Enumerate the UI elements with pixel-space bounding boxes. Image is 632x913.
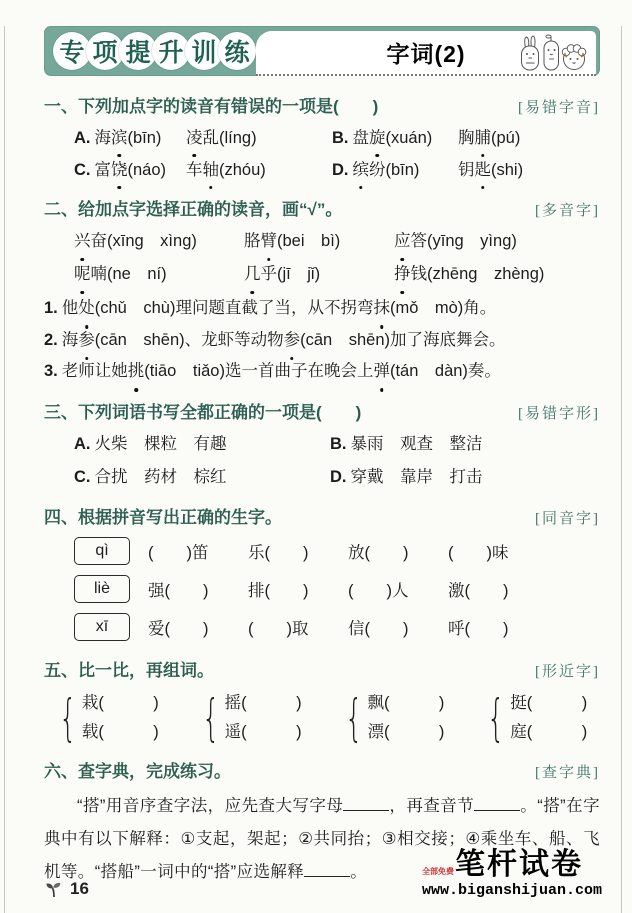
section-q3-heading-row — [44, 400, 600, 427]
fill-blank-cell: 乐( ) — [248, 543, 309, 562]
fill-blank-cell: ( )笛 — [148, 543, 209, 562]
mascot-characters-icon — [518, 34, 588, 72]
word-post: 奋(xīng xìng) — [90, 232, 197, 250]
sentence-segment: 他 — [61, 299, 79, 317]
word-post: 乱(líng) — [202, 129, 257, 147]
section-q2-tag: [多音字] — [535, 203, 600, 219]
banner-char: 提 — [119, 32, 157, 70]
word-dotted-char: 呢 — [74, 259, 91, 290]
sentence-segment: (cān shēn)、龙虾等动物 — [94, 330, 284, 349]
word-dotted-char: 挑 — [128, 356, 145, 388]
answer-blank-line — [474, 796, 520, 811]
q2-sentence-items — [44, 293, 600, 388]
option-label: A. — [74, 434, 91, 453]
sentence-segment: (chǔ chù)理问题直截了当，从不拐弯 — [94, 299, 374, 317]
pronunciation-word — [394, 259, 600, 290]
compare-pair — [338, 689, 445, 747]
sentence-segment: (tán dàn)奏。 — [389, 362, 501, 380]
word-pre: 盘 — [352, 129, 369, 147]
section-q4-heading: 四、根据拼音写出正确的生字。 — [44, 507, 282, 527]
fill-blank-cell: 激( ) — [448, 581, 509, 600]
word-dotted-char: 轴 — [203, 155, 220, 185]
option-b-word-2 — [458, 123, 600, 153]
section-q2-heading: 二、给加点字选择正确的读音，画“√”。 — [44, 200, 343, 219]
word-pre: 海 — [94, 129, 111, 147]
page-title: 字词(2) — [386, 41, 466, 67]
word-dotted-char: 旋 — [369, 123, 386, 153]
compare-pair — [480, 689, 587, 747]
fill-blank-cell: ( )人 — [348, 581, 409, 600]
word-post: 喃(ne ní) — [90, 265, 167, 283]
option-label: D. — [332, 161, 349, 179]
option-c — [74, 155, 186, 185]
section-q1 — [44, 94, 600, 185]
option-b — [332, 123, 458, 153]
pair-top-word: 挺( ) — [510, 693, 588, 712]
option-a-word-2 — [186, 123, 332, 153]
word-dotted-char: 滨 — [111, 123, 128, 153]
sentence-segment: (tiāo tiǎo)选一首曲子在晚会上 — [144, 362, 374, 380]
sentence-segment: ，再查音节 — [389, 796, 475, 815]
pinyin-box: qì — [74, 537, 130, 565]
option-text: 穿戴 靠岸 打击 — [350, 467, 483, 486]
sentence-segment: (mǒ mò)角。 — [389, 299, 497, 317]
option-b — [330, 429, 600, 460]
word-dotted-char: 处 — [78, 293, 95, 325]
word-post: (pú) — [491, 129, 521, 147]
brace-glyph: { — [201, 688, 220, 747]
word-pre: 富 — [94, 161, 111, 179]
word-dotted-char: 兴 — [74, 226, 91, 257]
sentence-segment: 。“搭”在字典中有以下解释：①支起，架起；②共同抬；③相交接；④乘坐车、船、飞机等。“搭船”一词中的“搭”应选解释 — [44, 796, 600, 881]
option-text: 火柴 棵粒 有趣 — [94, 434, 227, 453]
sentence-item — [44, 325, 600, 357]
fill-blank-cell: 强( ) — [148, 581, 209, 600]
pronunciation-word — [244, 226, 394, 257]
section-q2-heading-row — [44, 197, 600, 224]
word-post: (zhóu) — [219, 161, 266, 179]
option-d-word-2 — [458, 155, 600, 185]
word-dotted-char: 饶 — [111, 155, 128, 185]
word-post: 答(yīng yìng) — [410, 232, 517, 250]
free-label: 全部免费 — [421, 867, 454, 876]
word-dotted-char: 凌 — [186, 123, 203, 153]
section-q4-tag: [同音字] — [535, 510, 600, 527]
option-a — [74, 429, 330, 460]
q1-options-row-1 — [74, 123, 600, 153]
pair-bottom-word: 漂( ) — [367, 722, 445, 741]
page-number-block — [44, 879, 89, 899]
q5-pairs-row — [44, 689, 600, 747]
pair-bottom-word: 庭( ) — [510, 722, 588, 741]
option-label: C. — [74, 161, 91, 179]
brand-logo-text: 笔杆试卷 — [454, 848, 583, 881]
pair-top-word: 栽( ) — [81, 693, 159, 712]
option-d — [332, 155, 458, 185]
section-q6-tag: [查字典] — [535, 764, 600, 781]
word-dotted-char: 几 — [244, 259, 261, 290]
q2-words-row-1 — [74, 226, 600, 257]
word-dotted-char: 弹 — [373, 356, 390, 388]
word-pre: 车 — [186, 161, 203, 179]
word-pre: 胸 — [458, 129, 475, 147]
word-post: (xuán) — [385, 129, 433, 147]
lesson-title-box — [256, 31, 596, 76]
fill-blank-cell: 信( ) — [348, 619, 409, 638]
fill-blank-cell: 呼( ) — [448, 619, 509, 638]
pair-top-word: 飘( ) — [367, 693, 445, 712]
item-number: 2. — [44, 330, 58, 349]
section-q3-heading: 三、下列词语书写全都正确的一项是( ) — [44, 402, 362, 422]
compare-pair — [195, 689, 302, 747]
option-d — [330, 462, 600, 493]
page-number: 16 — [70, 879, 89, 898]
word-post: 钱(zhēng zhèng) — [410, 265, 545, 283]
page-footer — [44, 850, 602, 899]
word-post: 乎(jī jǐ) — [260, 265, 321, 283]
section-q5-tag: [形近字] — [535, 663, 600, 680]
banner-char: 训 — [185, 32, 223, 70]
pair-bottom-word: 遥( ) — [224, 722, 302, 741]
brand-block — [422, 850, 602, 899]
header-banner — [44, 26, 600, 76]
banner-char: 升 — [152, 32, 190, 70]
option-label: C. — [74, 467, 91, 486]
option-c-word-2 — [186, 155, 332, 185]
sentence-segment: “搭”用音序查字法，应先查大写字母 — [77, 796, 344, 815]
brace-glyph: { — [59, 688, 77, 747]
section-q3 — [44, 400, 600, 493]
q2-words-row-2 — [74, 259, 600, 290]
word-dotted-char: 缤 — [353, 155, 370, 185]
section-q5-heading: 五、比一比，再组词。 — [44, 660, 214, 680]
fill-blank-cell: ( )味 — [448, 543, 509, 562]
word-dotted-char: 参 — [284, 325, 301, 357]
word-dotted-char: 应 — [394, 226, 411, 257]
section-q5-heading-row — [44, 658, 600, 685]
word-post: (bīn) — [127, 129, 162, 147]
section-q1-heading-row — [44, 94, 600, 121]
banner-char: 专 — [53, 32, 91, 70]
sentence-item — [44, 356, 600, 388]
word-dotted-char: 参 — [78, 325, 95, 357]
word-dotted-char: 臂 — [261, 226, 278, 257]
word-dotted-char: 挣 — [394, 259, 411, 290]
fill-blank-cell: ( )取 — [248, 619, 309, 638]
option-text: 暴雨 观查 整洁 — [350, 434, 483, 453]
option-c — [74, 462, 330, 493]
answer-blank-line — [343, 796, 389, 811]
word-post: (bei bì) — [277, 232, 341, 250]
pinyin-box: xī — [74, 613, 130, 641]
item-number: 3. — [44, 362, 58, 380]
fill-blank-cell: 放( ) — [348, 543, 409, 562]
section-q6-heading-row — [44, 759, 600, 786]
section-q2 — [44, 197, 600, 388]
brace-glyph: { — [487, 688, 506, 747]
word-pre: 胳 — [244, 232, 261, 250]
option-label: D. — [330, 467, 347, 486]
pronunciation-word — [244, 259, 394, 290]
word-dotted-char: 脯 — [475, 123, 492, 153]
banner-char: 练 — [218, 32, 256, 70]
sentence-segment: 海 — [61, 330, 79, 349]
banner-title — [53, 32, 256, 70]
word-post: (shi) — [491, 161, 524, 179]
sentence-item — [44, 293, 600, 325]
option-label: B. — [332, 129, 349, 147]
section-q5 — [44, 658, 600, 747]
pronunciation-word — [74, 226, 244, 257]
word-post: (náo) — [127, 161, 167, 179]
brace-glyph: { — [344, 688, 363, 747]
pinyin-box: liè — [74, 575, 130, 603]
section-q6-heading: 六、查字典，完成练习。 — [44, 761, 231, 781]
compare-pair — [52, 689, 159, 747]
q3-options-row-2 — [74, 462, 600, 493]
q4-row — [74, 532, 600, 570]
option-a — [74, 123, 186, 153]
item-number: 1. — [44, 299, 58, 317]
option-label: A. — [74, 129, 91, 147]
fill-blank-cell: 爱( ) — [148, 619, 209, 638]
fill-blank-cell: 排( ) — [248, 581, 309, 600]
word-dotted-char: 抹 — [373, 293, 390, 325]
section-q1-tag: [易错字音] — [518, 100, 600, 116]
pair-bottom-word: 载( ) — [81, 722, 159, 741]
sentence-segment: 老师让她 — [61, 362, 128, 380]
sentence-segment: (cān shēn)加了海底舞会。 — [300, 330, 506, 349]
page-edge-left — [4, 26, 5, 913]
option-text: 合扰 药材 棕红 — [94, 467, 227, 486]
q4-row — [74, 570, 600, 608]
brand-website-url: www.biganshijuan.com — [421, 882, 602, 899]
section-q3-tag: [易错字形] — [518, 405, 600, 422]
q1-options-row-2 — [74, 155, 600, 185]
page-edge-right — [621, 26, 622, 913]
word-pre: 钥 — [458, 161, 475, 179]
sprout-icon — [44, 880, 63, 899]
section-q4 — [44, 505, 600, 646]
q3-options-row-1 — [74, 429, 600, 460]
sentence-segment: 。 — [350, 862, 368, 881]
q4-row — [74, 608, 600, 646]
word-post: 纷(bīn) — [369, 161, 420, 179]
pronunciation-word — [74, 259, 244, 290]
word-dotted-char: 匙 — [475, 155, 492, 185]
pair-top-word: 摇( ) — [224, 693, 302, 712]
section-q1-heading: 一、下列加点字的读音有错误的一项是( ) — [44, 97, 379, 116]
option-label: B. — [330, 434, 347, 453]
pronunciation-word — [394, 226, 600, 257]
section-q4-heading-row — [44, 505, 600, 532]
banner-char: 项 — [86, 32, 124, 70]
